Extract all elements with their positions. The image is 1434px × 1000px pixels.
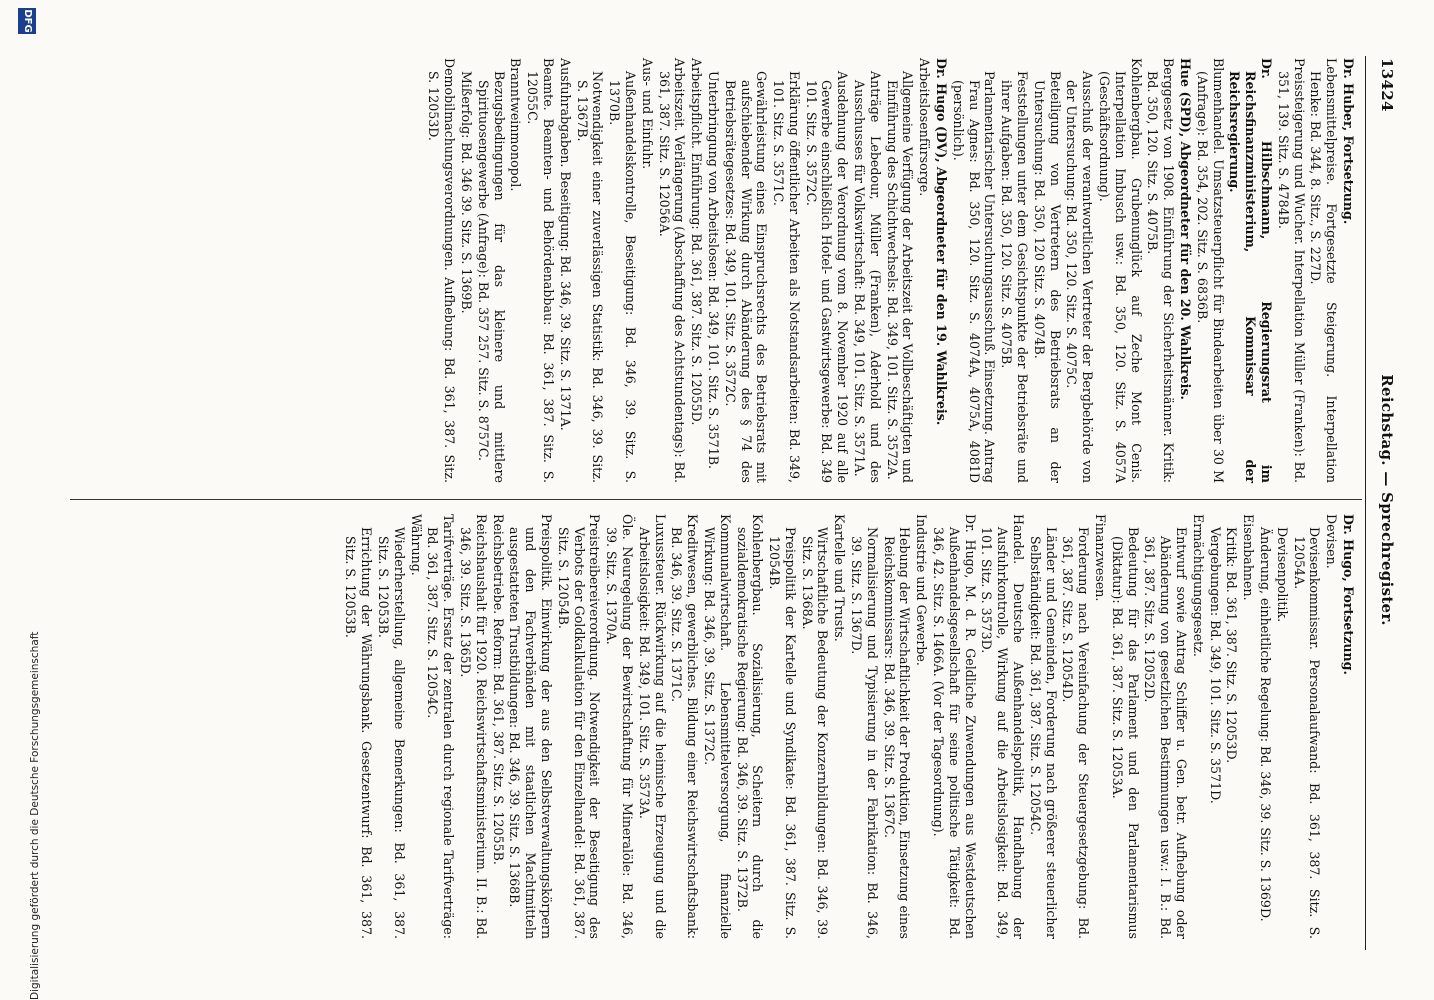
register-entry: Handel. Deutsche Außenhandelspolitik, Handhabung der Ausfuhrkontrolle, Wirkung auf die Arbeitslosigkeit: Bd. 349, 101. Sitz. S. 3573D. (979, 514, 1027, 939)
register-entry: Preispolitik der Kartelle und Syndikate: Bd. 361, 387. Sitz. S. 12054B. (767, 527, 798, 939)
register-entry: Devisenpolitik. (1274, 527, 1290, 623)
speaker-heading: Dr. Hilbschmann, Regierungsrat im Reichsfinanzministerium, Kommissar der Reichsregierung. (1227, 58, 1275, 483)
register-entry: Ausdehnung der Verordnung vom 8. November 1920 auf alle Gewerbe einschließlich Hotel- und Gastwirtsgewerbe: Bd. 349 101. Sitz. S. 3572C. (803, 71, 851, 483)
dfg-logo: DFG (18, 8, 36, 34)
register-entry: Beamte. Beamten- und Behördenabbau: Bd. 361, 387. Sitz. S. 12055C. (525, 58, 556, 483)
register-entry: Währung. (408, 514, 424, 576)
register-entry: Kritik: Bd. 361, 387. Sitz. S. 12053D. (1224, 527, 1240, 764)
register-entry: Erklärung öffentlicher Arbeiten als Notstandsarbeiten: Bd. 349, 101. Sitz. S. 3571C. (771, 71, 802, 483)
register-entry: Kommunalwirtschaft. Lebensmittelversorgung, finanzielle Wirkung: Bd. 346, 39. Sitz. S. 1372C. (701, 514, 733, 939)
register-entry: Blumenhandel. Umsatzsteuerpflicht für Bindearbeiten über 30 M (Anfrage): Bd. 354, 202. Sitz. S. 6836B. (1194, 58, 1226, 483)
register-entry: Arbeitslosenfürsorge. (917, 58, 933, 197)
speaker-heading: Dr. Huber, Fortsetzung. (1341, 58, 1356, 225)
speaker-heading: Dr. Hugo, Fortsetzung. (1341, 514, 1356, 675)
register-entry: Arbeitspflicht. Einführung: Bd. 361, 387. Sitz. S. 12055D. (689, 58, 705, 426)
register-entry: Finanzwesen. (1093, 514, 1109, 602)
register-entry: Preispolitik. Einwirkung der aus den Selbstverwaltungskörpern und den Fachverbänden mit staatlichen Machtmitteln ausgestatteten Trustbildungen: Bd. 346, 39. Sitz. S. 1368B. (507, 514, 554, 939)
register-entry: Errichtung der Währungsbank. Gesetzentwurf: Bd. 361, 387. Sitz. S. 12053B. (343, 527, 375, 939)
register-entry: Außenhandelskontrolle, Beseitigung: Bd. 346, 39. Sitz. S. 1370B. (607, 71, 638, 483)
register-entry: Gewährleistung eines Einspruchsrechts des Betriebsrats mit aufschiebender Wirkung durch Abänderung des § 74 des Betriebsrätegesetzes: Bd. 349, 101. Sitz. S. 3572C. (722, 71, 770, 483)
page-number: 13424 (1378, 58, 1396, 112)
register-entry: Dr. Hugo, M. d. R. Geldliche Zuwendungen aus Westdeutschen Außenhandelsgesellschaft für seine politische Tätigkeit: Bd. 346, 42. Sitz. S. 1466A. (Vor der Tagesordnung). (931, 514, 978, 939)
register-entry: Berggesetz von 1908. Einführung der Sicherheitsmänner. Kritik: Bd. 350, 120. Sitz. S. 4075B. (1145, 58, 1177, 483)
register-entry: Vergebungen: Bd. 349, 101. Sitz. S. 3571D. (1207, 527, 1223, 804)
register-entry: Bezugsbedingungen für das kleinere und mittlere Spirituosengewerbe (Anfrage): Bd. 357 257. Sitz. S. 8757C. (475, 71, 507, 483)
register-entry: Allgemeine Verfügung der Arbeitszeit der Vollbeschäftigten und Einführung des Schichtwechsels: Bd. 349, 101. Sitz. S. 3572A. (884, 71, 916, 483)
register-entry: Eisenbahnen. (1241, 514, 1257, 601)
register-entry: Hebung der Wirtschaftlichkeit der Produktion, Einsetzung eines Reichskommissars: Bd. 346, 39. Sitz. S. 1367C. (881, 527, 913, 939)
register-entry: Wiederherstellung, allgemeine Bemerkungen: Bd. 361, 387. Sitz. S. 12053B. (375, 527, 407, 939)
register-entry: Wirtschaftliche Bedeutung der Konzernbildungen: Bd. 346, 39. Sitz. S. 1368A. (799, 527, 831, 939)
register-entry: Länder und Gemeinden, Forderung nach größerer steuerlicher Selbständigkeit: Bd. 361, 387. Sitz. S. 12054C. (1027, 527, 1059, 939)
register-entry: Notwendigkeit einer zuverlässigen Statistik: Bd. 346, 39. Sitz. S. 1367B. (574, 71, 606, 483)
speaker-heading: Hue (SPD), Abgeordneter für den 20. Wahlkreis. (1178, 58, 1194, 400)
register-entry: Devisen. (1324, 514, 1340, 569)
register-entry: Parlamentarischer Untersuchungsausschuß. Einsetzung. Antrag Frau Agnes: Bd. 350, 120. Sitz. S. 4074A, 4075A, 4081D (persönlich). (950, 71, 998, 483)
register-entry: Lebensmittelpreise. Fortgesetzte Steigerung. Interpellation Henke: Bd. 344, 8. Sitz., S. 227D. (1308, 58, 1340, 483)
register-entry: Anträge Lebedour, Müller (Franken), Aderhold und des Ausschusses für Volkswirtschaft: Bd. 349, 101. Sitz. S. 3571A. (852, 71, 883, 483)
register-entry: Devisenkommissar. Personalaufwand: Bd. 361, 387. Sitz. S. 12054A. (1291, 527, 1323, 939)
speaker-heading: Dr. Hugo (DV), Abgeordneter für den 19. Wahlkreis. (934, 58, 950, 426)
column-divider (70, 499, 1362, 500)
register-entry: Kreditwesen, gewerbliches. Bildung einer Reichswirtschaftsbank: Bd. 346, 39. Sitz. S. 1371C. (669, 514, 701, 939)
register-entry: Preistreibereiverordnung. Notwendigkeit der Beseitigung des Verbots der Goldkalkulation für den Einzelhandel: Bd. 361, 387. Sitz. S. 12054B. (555, 514, 603, 939)
register-entry: Mißerfolg: Bd. 346 39. Sitz. S. 1369B. (458, 71, 474, 314)
register-entry: Bedeutung für das Parlament und den Parlamentarismus (Diktatur): Bd. 361, 387. Sitz. S. 12053A. (1109, 527, 1141, 939)
right-column (342, 514, 1356, 939)
header-rule (1365, 56, 1366, 950)
register-entry: Preissteigerung und Wucher. Interpellation Müller (Franken): Bd. 351, 139. Sitz. S. 4784B. (1275, 58, 1307, 483)
register-entry: Änderung, einheitliche Regelung: Bd. 346, 39. Sitz. S. 1369D. (1258, 527, 1274, 922)
register-entry: Arbeitszeit. Verlängerung (Abschaffung des Achtstundentags): Bd. 361, 387. Sitz. S. 12056A. (656, 58, 688, 483)
register-entry: Beteiligung von Vertretern des Betriebsrats an der Untersuchung: Bd. 350, 120 Sitz. S. 4074B. (1031, 71, 1063, 483)
register-entry: Ausschuß der verantwortlichen Vertreter der Bergbehörde von der Untersuchung: Bd. 350, 120. Sitz. S. 4075C. (1064, 71, 1096, 483)
register-entry: Reichsbetriebe. Reform: Bd. 361, 387. Sitz. S. 12055B. (490, 514, 506, 865)
register-entry: Tarifverträge. Ersatz der zentralen durch regionale Tarifverträge: Bd. 361, 387. Sitz. S. 12054C. (425, 514, 457, 939)
register-entry: Reichshaushalt für 1920. Reichswirtschaftsministerium. II. B.: Bd. 346, 39. Sitz. S. 1365D. (457, 514, 489, 939)
register-entry: Luxussteuer. Rückwirkung auf die heimische Erzeugung und die Arbeitslosigkeit: Bd. 349, 101. Sitz. S. 3573A. (636, 514, 668, 939)
register-entry: Entwurf sowie Antrag Schiffer u. Gen. betr. Aufhebung oder Abänderung von gesetzlichen Bestimmungen usw.: I. B.: Bd. 361, 387. Sitz. S. 12052D. (1142, 527, 1190, 939)
register-entry: Ermächtigungsgesetz. (1190, 514, 1206, 657)
register-entry: Unterbringung von Arbeitslosen: Bd. 349, 101. Sitz. S. 3571B. (705, 71, 721, 469)
register-entry: Forderung nach Vereinfachung der Steuergesetzgebung: Bd. 361, 387. Sitz. S. 12054D. (1060, 527, 1092, 939)
digitization-note: Digitalisierung gefördert durch die Deutsche Forschungsgemeinschaft (29, 631, 41, 1000)
register-entry: Aus- und Einfuhr. (639, 58, 655, 170)
register-entry: Kartelle und Trusts. (832, 514, 848, 642)
left-column (425, 58, 1356, 483)
register-entry: Branntweinmonopol. (508, 58, 524, 192)
register-entry: Ausfuhrabgaben. Beseitigung: Bd. 346, 39. Sitz. S. 1371A. (557, 58, 573, 431)
register-entry: Kohlenbergbau. Grubenunglück auf Zeche Mont Cenis. Interpellation Imbusch usw.: Bd. 350, 120. Sitz. S. 4057A (Geschäftsordnung). (1097, 58, 1144, 483)
running-header: Reichstag. — Sprechregister. (1378, 374, 1396, 626)
register-entry: Kohlenbergbau. Sozialisierung, Scheitern durch die sozialdemokratische Regierung: Bd. 346, 39. Sitz. S. 1372B. (734, 514, 766, 939)
register-entry: Demobilmachungsverordnungen. Aufhebung: Bd. 361, 387. Sitz. S. 12053D. (426, 58, 458, 483)
register-entry: Öle. Neuregelung der Bewirtschaftung für Mineralöle: Bd. 346, 39. Sitz. S. 1370A. (604, 514, 635, 939)
register-entry: Feststellungen unter dem Gesichtspunkte der Betriebsräte und ihrer Aufgaben: Bd. 350, 120. Sitz. S. 4075B. (999, 71, 1031, 483)
register-entry: Industrie und Gewerbe. (914, 514, 930, 666)
register-entry: Normalisierung und Typisierung in der Fabrikation: Bd. 346, 39. Sitz. S. 1367D. (849, 527, 880, 939)
